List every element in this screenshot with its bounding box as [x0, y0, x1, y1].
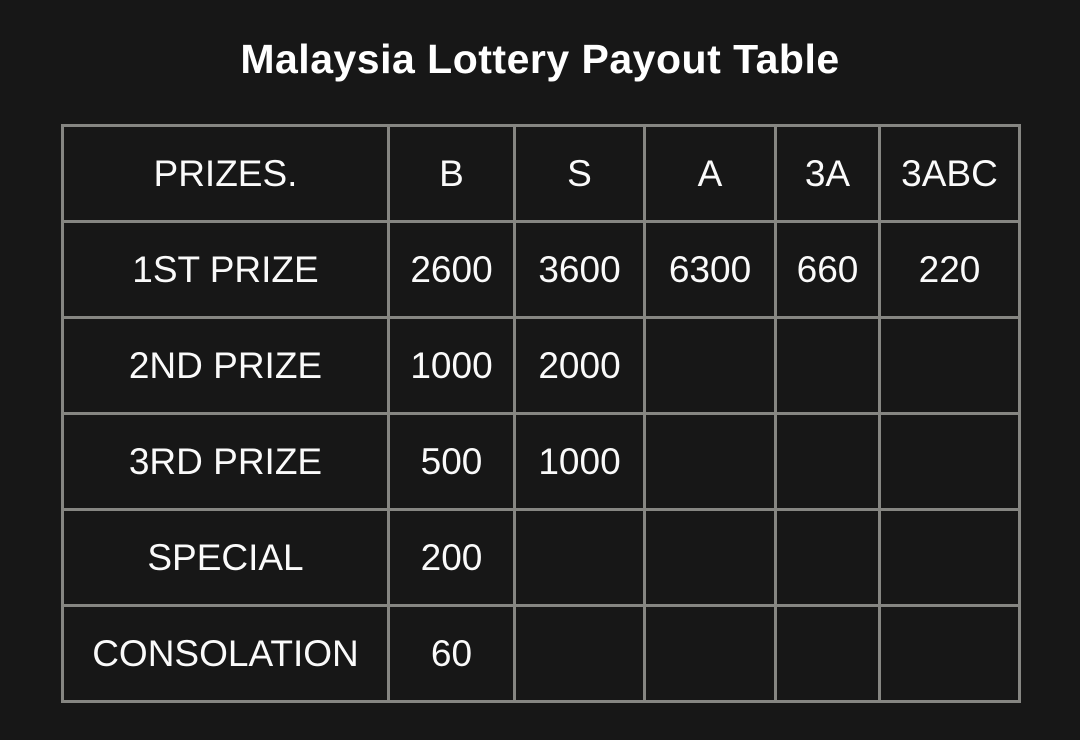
value-cell	[515, 510, 645, 606]
value-cell	[645, 606, 776, 702]
value-cell: 6300	[645, 222, 776, 318]
column-header-s: S	[515, 126, 645, 222]
value-cell	[776, 606, 880, 702]
table-row	[63, 318, 1020, 414]
column-header-3a: 3A	[776, 126, 880, 222]
value-cell	[645, 510, 776, 606]
value-cell: 1000	[389, 318, 515, 414]
column-header-a: A	[645, 126, 776, 222]
value-cell: 1000	[515, 414, 645, 510]
row-label-cell: 3RD PRIZE	[63, 414, 389, 510]
value-cell	[776, 318, 880, 414]
row-label-cell: SPECIAL	[63, 510, 389, 606]
column-header-prizes: PRIZES.	[63, 126, 389, 222]
value-cell: 500	[389, 414, 515, 510]
value-cell: 220	[880, 222, 1020, 318]
table-row	[63, 510, 1020, 606]
value-cell: 200	[389, 510, 515, 606]
value-cell: 60	[389, 606, 515, 702]
value-cell: 3600	[515, 222, 645, 318]
value-cell	[880, 414, 1020, 510]
row-label-cell: CONSOLATION	[63, 606, 389, 702]
table-body	[63, 222, 1020, 702]
row-label-cell: 1ST PRIZE	[63, 222, 389, 318]
table-row	[63, 222, 1020, 318]
column-header-b: B	[389, 126, 515, 222]
payout-table	[61, 124, 1021, 703]
value-cell: 2600	[389, 222, 515, 318]
value-cell: 660	[776, 222, 880, 318]
table-row	[63, 414, 1020, 510]
column-header-3abc: 3ABC	[880, 126, 1020, 222]
value-cell: 2000	[515, 318, 645, 414]
value-cell	[776, 414, 880, 510]
value-cell	[880, 318, 1020, 414]
value-cell	[515, 606, 645, 702]
page-title: Malaysia Lottery Payout Table	[240, 36, 840, 82]
value-cell	[645, 414, 776, 510]
value-cell	[880, 606, 1020, 702]
value-cell	[645, 318, 776, 414]
table-row	[63, 606, 1020, 702]
value-cell	[776, 510, 880, 606]
header-row	[63, 126, 1020, 222]
value-cell	[880, 510, 1020, 606]
row-label-cell: 2ND PRIZE	[63, 318, 389, 414]
